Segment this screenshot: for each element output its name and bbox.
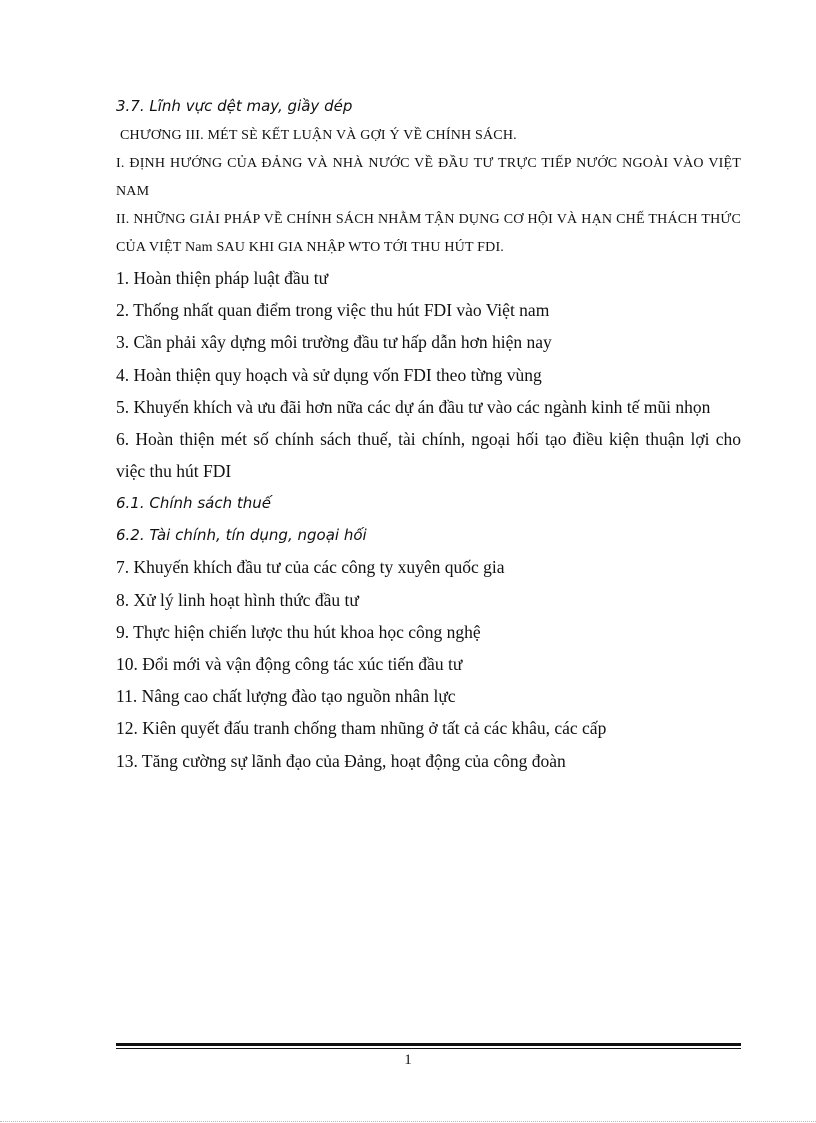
page-number: 1	[404, 1052, 412, 1068]
section-2-heading: II. NHỮNG GIẢI PHÁP VỀ CHÍNH SÁCH NHẰM TẬN DỤNG CƠ HỘI VÀ HẠN CHẾ THÁCH THỨC CỦA VIỆT Nam SAU KHI GIA NHẬP WTO TỚI THU HÚT FDI.	[116, 212, 741, 255]
footer-rule-thin	[116, 1048, 741, 1049]
list-item-10: 10. Đổi mới và vận động công tác xúc tiến đầu tư	[116, 654, 463, 675]
list-item-13: 13. Tăng cường sự lãnh đạo của Đảng, hoạt động của công đoàn	[116, 750, 566, 771]
list-item-5: 5. Khuyến khích và ưu đãi hơn nữa các dự án đầu tư vào các ngành kinh tế mũi nhọn	[116, 396, 711, 417]
list-item-8: 8. Xử lý linh hoạt hình thức đầu tư	[116, 589, 359, 610]
document-body	[116, 90, 741, 777]
subheading-6-1: 6.1. Chính sách thuế	[116, 494, 271, 513]
list-item-3: 3. Cần phải xây dựng môi trường đầu tư hấp dẫn hơn hiện nay	[116, 332, 552, 353]
subheading-6-2: 6.2. Tài chính, tín dụng, ngoại hối	[116, 526, 367, 545]
list-item-6: 6. Hoàn thiện mét số chính sách thuế, tài chính, ngoại hối tạo điều kiện thuận lợi cho việc thu hút FDI	[116, 429, 741, 482]
page-bottom-border	[0, 1121, 816, 1122]
chapter-3-heading: CHƯƠNG III. MÉT SÈ KẾT LUẬN VÀ GỢI Ý VỀ CHÍNH SÁCH.	[120, 128, 517, 143]
footer-rule-thick	[116, 1043, 741, 1046]
list-item-12: 12. Kiên quyết đấu tranh chống tham nhũng ở tất cả các khâu, các cấp	[116, 718, 607, 739]
list-item-2: 2. Thống nhất quan điểm trong việc thu hút FDI vào Việt nam	[116, 300, 550, 321]
heading-3-7: 3.7. Lĩnh vực dệt may, giầy dép	[116, 97, 353, 115]
list-item-4: 4. Hoàn thiện quy hoạch và sử dụng vốn FDI theo từng vùng	[116, 364, 542, 385]
list-item-9: 9. Thực hiện chiến lược thu hút khoa học công nghệ	[116, 621, 481, 642]
section-1-heading: I. ĐỊNH HƯỚNG CỦA ĐẢNG VÀ NHÀ NƯỚC VỀ ĐẦU TƯ TRỰC TIẾP NƯỚC NGOÀI VÀO VIỆT NAM	[116, 156, 741, 199]
list-item-7: 7. Khuyến khích đầu tư của các công ty xuyên quốc gia	[116, 557, 505, 578]
list-item-1: 1. Hoàn thiện pháp luật đầu tư	[116, 268, 329, 288]
list-item-11: 11. Nâng cao chất lượng đào tạo nguồn nhân lực	[116, 686, 456, 707]
